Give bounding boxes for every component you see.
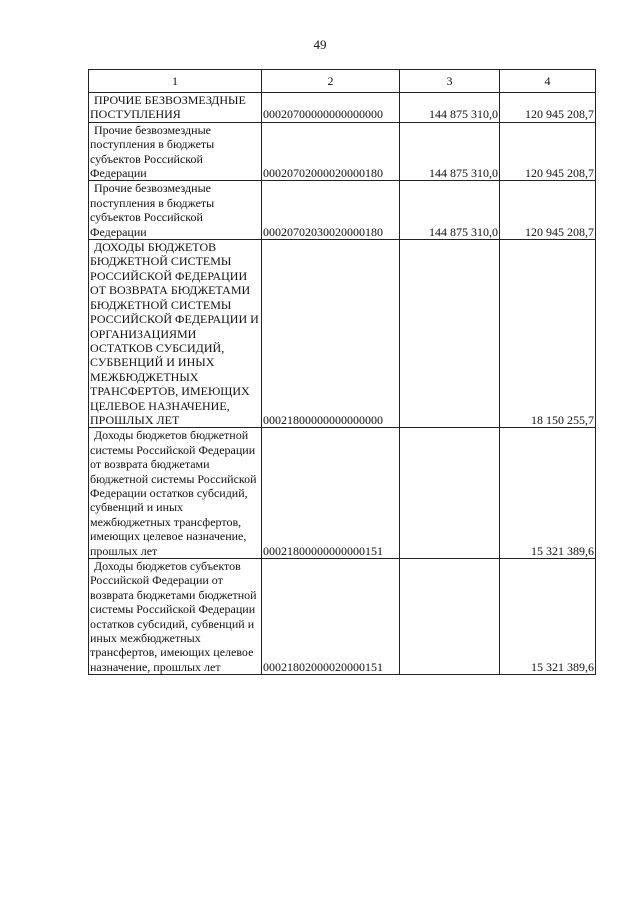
table-row [89,240,596,428]
column-header-1: 1 [89,70,262,93]
table-row [89,122,596,181]
table-row [89,181,596,240]
row-value-col3: 144 875 310,0 [400,122,500,181]
table-row [89,428,596,559]
table-row [89,559,596,675]
column-header-4: 4 [500,70,596,93]
row-name: ПРОЧИЕ БЕЗВОЗМЕЗДНЫЕ ПОСТУПЛЕНИЯ [89,93,262,123]
row-code: 00021802000020000151 [262,559,400,675]
page-number: 49 [313,37,327,52]
column-header-2: 2 [262,70,400,93]
row-name: Доходы бюджетов бюджетной системы Российской Федерации от возврата бюджетами бюджетной системы Российской Федерации остатков субсидий, субвенций и иных межбюджетных трансфертов, имеющих целевое назначение, прошлых лет [89,428,262,559]
column-header-3: 3 [400,70,500,93]
table-header-row [89,70,596,93]
row-value-col3 [400,428,500,559]
row-value-col3 [400,559,500,675]
row-name: ДОХОДЫ БЮДЖЕТОВ БЮДЖЕТНОЙ СИСТЕМЫ РОССИЙСКОЙ ФЕДЕРАЦИИ ОТ ВОЗВРАТА БЮДЖЕТАМИ БЮДЖЕТНОЙ СИСТЕМЫ РОССИЙСКОЙ ФЕДЕРАЦИИ И ОРГАНИЗАЦИЯМИ ОСТАТКОВ СУБСИДИЙ, СУБВЕНЦИЙ И ИНЫХ МЕЖБЮДЖЕТНЫХ ТРАНСФЕРТОВ, ИМЕЮЩИХ ЦЕЛЕВОЕ НАЗНАЧЕНИЕ, ПРОШЛЫХ ЛЕТ [89,240,262,428]
row-name: Доходы бюджетов субъектов Российской Федерации от возврата бюджетами бюджетной системы Российской Федерации остатков субсидий, субвенций и иных межбюджетных трансфертов, имеющих целевое назначение, прошлых лет [89,559,262,675]
row-value-col4: 18 150 255,7 [500,240,596,428]
row-value-col3 [400,240,500,428]
row-value-col3: 144 875 310,0 [400,181,500,240]
row-code: 00020700000000000000 [262,93,400,123]
row-code: 00020702000020000180 [262,122,400,181]
row-name: Прочие безвозмездные поступления в бюджеты субъектов Российской Федерации [89,122,262,181]
row-code: 00020702030020000180 [262,181,400,240]
row-code: 00021800000000000151 [262,428,400,559]
row-value-col3: 144 875 310,0 [400,93,500,123]
row-name: Прочие безвозмездные поступления в бюджеты субъектов Российской Федерации [89,181,262,240]
row-value-col4: 15 321 389,6 [500,428,596,559]
row-code: 00021800000000000000 [262,240,400,428]
row-value-col4: 15 321 389,6 [500,559,596,675]
budget-table [88,69,596,675]
row-value-col4: 120 945 208,7 [500,181,596,240]
table-row [89,93,596,123]
row-value-col4: 120 945 208,7 [500,93,596,123]
row-value-col4: 120 945 208,7 [500,122,596,181]
